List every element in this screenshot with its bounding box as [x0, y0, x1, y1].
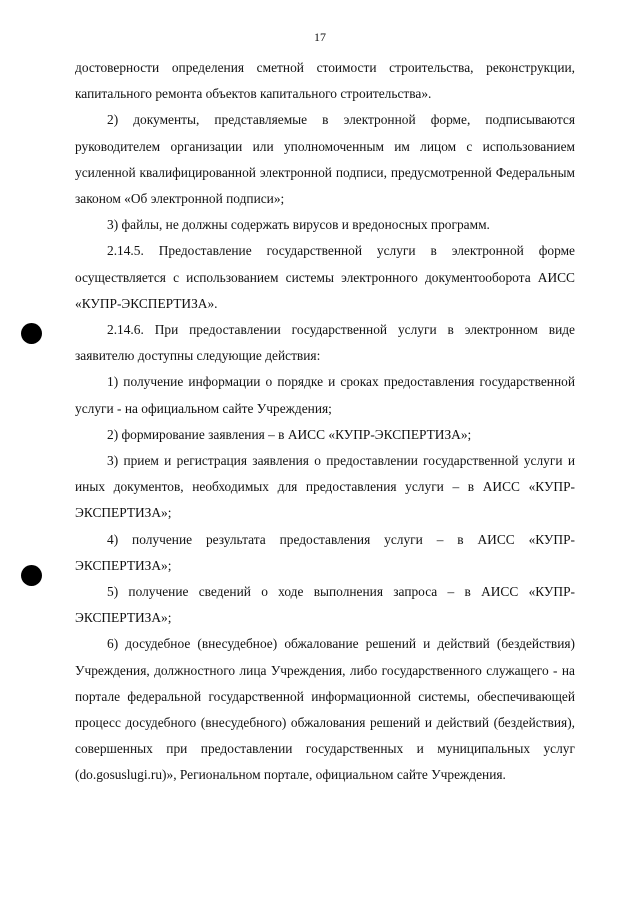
- list-item-5: 5) получение сведений о ходе выполнения запроса – в АИСС «КУПР-ЭКСПЕРТИЗА»;: [75, 584, 575, 626]
- list-item-1: 1) получение информации о порядке и сроках предоставления государственной услуги - на официальном сайте Учреждения;: [75, 374, 575, 416]
- page-number: 17: [314, 30, 326, 44]
- paragraph-2-14-6: 2.14.6. При предоставлении государственной услуги в электронном виде заявителю доступны следующие действия:: [75, 322, 575, 364]
- list-item-6: 6) досудебное (внесудебное) обжалование решений и действий (бездействия) Учреждения, должностного лица Учреждения, либо государственного служащего - на портале федеральной государственной информационной системы, обеспечивающей процесс досудебного (внесудебного) обжалования решений и действий (бездействия), совершенных при предоставлении государственных и муниципальных услуг (do.gosuslugi.ru)», Региональном портале, официальном сайте Учреждения.: [75, 636, 575, 783]
- punch-hole-top: [21, 323, 42, 344]
- paragraph-item-2-signature: 2) документы, представляемые в электронной форме, подписываются руководителем организации или уполномоченным им лицом с использованием усиленной квалифицированной электронной подписи, предусмотренной Федеральным законом «Об электронной подписи»;: [75, 112, 575, 207]
- punch-hole-bottom: [21, 565, 42, 586]
- list-item-2: 2) формирование заявления – в АИСС «КУПР-ЭКСПЕРТИЗА»;: [107, 426, 472, 442]
- list-item-4: 4) получение результата предоставления услуги – в АИСС «КУПР-ЭКСПЕРТИЗА»;: [75, 531, 575, 573]
- paragraph-2-14-5: 2.14.5. Предоставление государственной услуги в электронной форме осуществляется с использованием системы электронного документооборота АИСС «КУПР-ЭКСПЕРТИЗА».: [75, 243, 575, 311]
- document-body: [75, 55, 575, 789]
- paragraph-item-3-files: 3) файлы, не должны содержать вирусов и вредоносных программ.: [107, 217, 490, 233]
- paragraph-continuation: достоверности определения сметной стоимости строительства, реконструкции, капитального ремонта объектов капитального строительства».: [75, 60, 575, 102]
- list-item-3: 3) прием и регистрация заявления о предоставлении государственной услуги и иных документов, необходимых для предоставления услуги – в АИСС «КУПР-ЭКСПЕРТИЗА»;: [75, 453, 575, 521]
